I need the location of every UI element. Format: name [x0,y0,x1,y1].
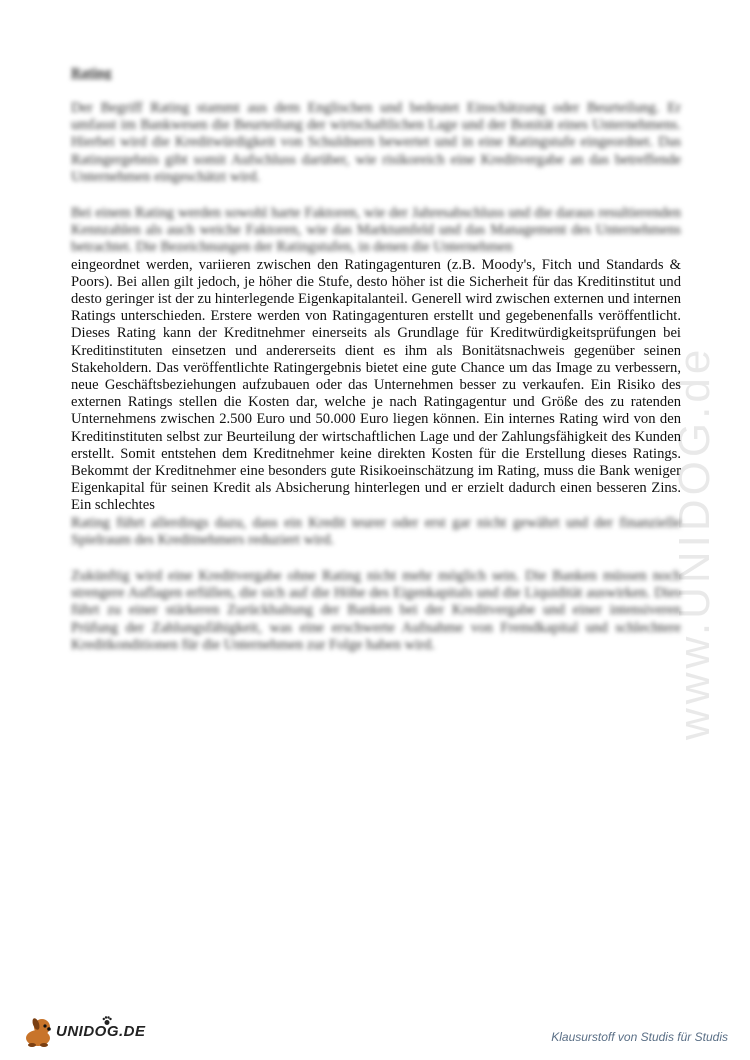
paragraph-2-blurred-end: Rating führt allerdings dazu, dass ein Kredit teurer oder erst gar nicht gewährt und der finanzielle Spielraum des Kreditnehmers reduziert wird. [71,514,681,548]
paragraph-2-blurred-start: Bei einem Rating werden sowohl harte Faktoren, wie der Jahresabschluss und die daraus resultierenden Kennzahlen als auch weiche Faktoren, wie das Marktumfeld und das Management des Unternehmens betrachtet. Die Bezeichnungen der Ratingstufen, in denen die Unternehmen [71,205,681,256]
logo-text: UNIDOG.DE [56,1023,146,1040]
paragraph-1: Der Begriff Rating stammt aus dem Englischen und bedeutet Einschätzung oder Beurteilung. Er umfasst im Bankwesen die Beurteilung der wirtschaftlichen Lage und der Bonität eines Unternehmens. Hierbei wird die Kreditwürdigkeit von Schuldnern bewertet und in eine Ratingstufe eingeordnet. Das Ratingergebnis gibt somit Aufschluss darüber, wie risikoreich eine Kreditvergabe an das betreffende Unternehmen eingeschätzt wird. [71,100,681,185]
document-heading: Rating [71,66,112,81]
paragraph-2-clear-text: eingeordnet werden, variieren zwischen den Ratingagenturen (z.B. Moody's, Fitch und Standards & Poors). Bei allen gilt jedoch, je höher die Stufe, desto höher ist die Sicherheit für das Kreditinstitut und desto geringer ist der zu hinterlegende Eigenkapitalanteil. Generell wird zwischen externen und internen Ratings unterschieden. Erstere werden von Ratingagenturen erstellt und gegebenenfalls veröffentlicht. Dieses Rating kann der Kreditnehmer einerseits als Grundlage für Kreditwürdigkeitsprüfungen bei Kreditinstituten einsetzen und andererseits dient es ihm als Bonitätsnachweis gegenüber seinen Stakeholdern. Das veröffentlichte Ratingergebnis bietet eine gute Chance um das Image zu verbessern, neue Geschäftsbeziehungen aufzubauen oder das Unternehmen besser zu verkaufen. Ein Risiko des externen Ratings stellen die Kosten dar, welche je nach Ratingagentur und Größe des zu ratenden Unternehmens zwischen 2.500 Euro und 50.000 Euro liegen können. Ein internes Rating wird von den Kreditinstituten selbst zur Beurteilung der wirtschaftlichen Lage und der Zahlungsfähigkeit des Kunden erstellt. Somit entstehen dem Kreditnehmer keine direkten Kosten für die Erstellung dieses Ratings. Bekommt der Kreditnehmer eine besonders gute Risikoeinschätzung im Rating, muss die Bank weniger Eigenkapital für seinen Kredit als Absicherung hinterlegen und er erzielt dadurch einen besseren Zins. Ein schlechtes [71,256,681,514]
footer-tagline: Klausurstoff von Studis für Studis [551,1030,728,1044]
watermark: www.UNIDOG.de [670,345,719,740]
paragraph-3: Zukünftig wird eine Kreditvergabe ohne Rating nicht mehr möglich sein. Die Banken müssen noch strengere Auflagen erfüllen, die sich auf die Höhe des Eigenkapitals und die Liquidität auswirken. Dies führt zu einer stärkeren Zurückhaltung der Banken bei der Kreditvergabe und einer intensiveren Prüfung der Zahlungsfähigkeit, was eine erschwerte Aufnahme von Fremdkapital und schlechtere Kreditkonditionen für die Unternehmen zur Folge haben wird. [71,568,681,653]
unidog-logo[interactable] [22,1016,162,1048]
document-body [71,66,681,673]
paragraph-2 [71,205,681,549]
dog-icon [22,1016,56,1048]
